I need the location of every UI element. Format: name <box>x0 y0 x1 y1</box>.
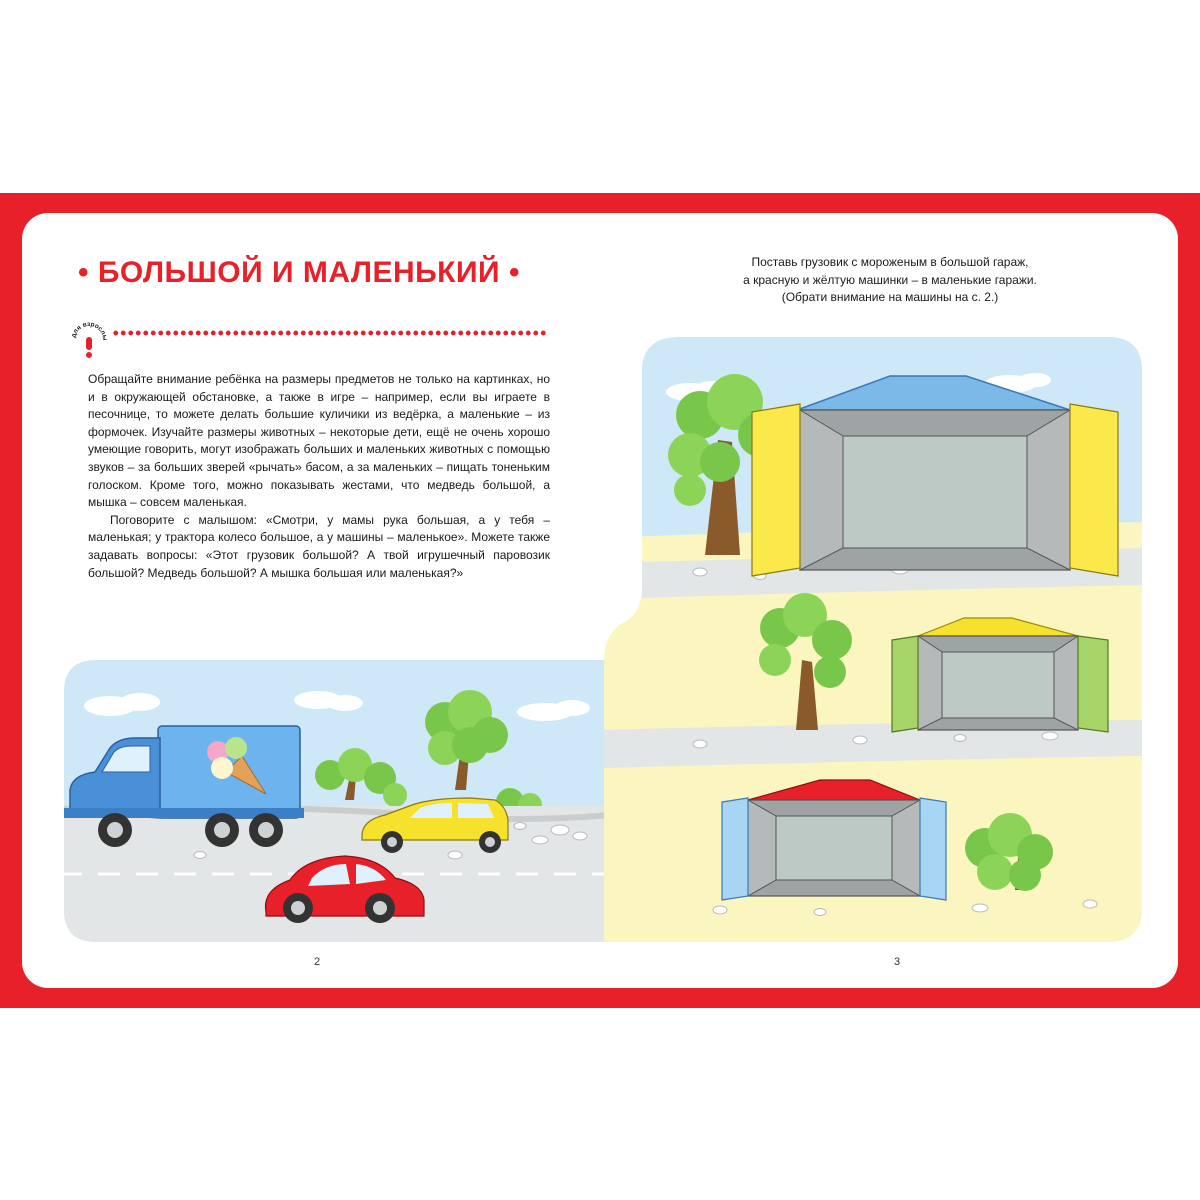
badge-text: для взрослы <box>70 320 108 341</box>
paragraph-1: Обращайте внимание ребёнка на размеры предметов не только на картинках, но и в окружающей обстановке, а также в игре – например, если вы играете в песочнице, то можете делать большие куличики из ведёрка, а маленькие – из формочек. Изучайте размеры животных – некоторые дети, ещё не очень хорошо умеющие говорить, могут изображать больших и маленьких животных с помощью звуков – за больших зверей «рычать» басом, а за маленьких – пищать тоненьким голоском. Кроме того, можно показывать жестами, что медведь большой, а мышка – совсем маленькая. <box>88 372 550 510</box>
garage-scene <box>600 330 1150 950</box>
paragraph-2: Поговорите с малышом: «Смотри, у мамы рука большая, а у тебя – маленькая; у трактора колесо большое, а у машины – маленькое». Можете также задавать вопросы: «Этот грузовик большой? А твой игрушечный паровозик большой? Медведь большой? А мышка большая или маленькая?» <box>88 512 550 580</box>
instruction-line: Поставь грузовик с мороженым в большой гараж, <box>751 255 1029 269</box>
page-number-right: 3 <box>894 956 901 968</box>
page-number-left: 2 <box>314 956 321 968</box>
street-scene <box>60 655 610 946</box>
wheel-icon <box>98 813 132 847</box>
instruction-line: а красную и жёлтую машинки – в маленькие гаражи. <box>743 272 1037 287</box>
wheel-icon <box>205 813 239 847</box>
garage-medium <box>892 618 1108 732</box>
instruction-line: (Обрати внимание на машины на с. 2.) <box>781 290 999 304</box>
wheel-icon <box>249 813 283 847</box>
page-title: • БОЛЬШОЙ И МАЛЕНЬКИЙ • <box>78 256 520 289</box>
garage-small <box>722 780 946 900</box>
